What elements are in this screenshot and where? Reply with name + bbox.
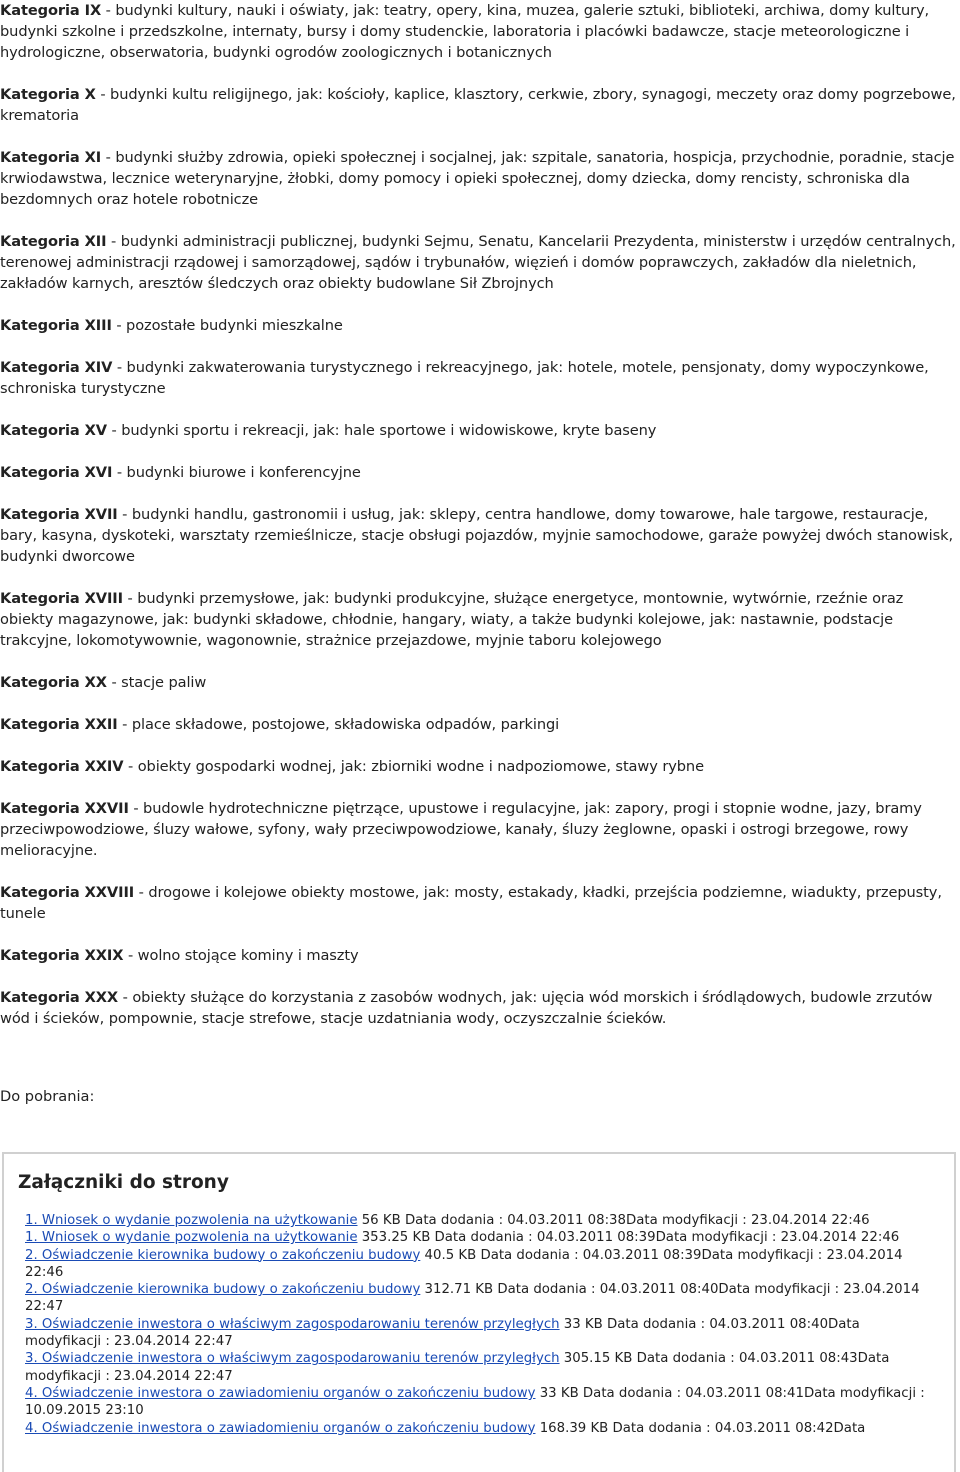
download-label: Do pobrania: [0,1088,95,1105]
category-label: Kategoria XVII [0,506,118,523]
category-xxix [0,945,958,966]
attachment-meta: 40.5 KB Data dodania : 04.03.2011 08:39Data modyfikacji : 23.04.2014 22:46 [25,1247,903,1280]
attachment-meta: 312.71 KB Data dodania : 04.03.2011 08:40Data modyfikacji : 23.04.2014 22:47 [25,1282,920,1315]
category-description: - budynki kultu religijnego, jak: kościoły, kaplice, klasztory, cerkwie, zbory, synagogi, meczety oraz domy pogrzebowe, krematoria [0,86,956,124]
category-xvi [0,462,958,483]
category-description: - budynki handlu, gastronomii i usług, jak: sklepy, centra handlowe, domy towarowe, hale targowe, restauracje, bary, kasyna, dyskoteki, warsztaty rzemieślnicze, stacje obsługi pojazdów, myjnie samochodowe, garaże powyżej dwóch stanowisk, budynki dworcowe [0,506,953,565]
category-description: - budynki administracji publicznej, budynki Sejmu, Senatu, Kancelarii Prezydenta, ministerstw i urzędów centralnych, terenowej administracji rządowej i samorządowej, sądów i trybunałów, więzień i domów poprawczych, zakładów dla nieletnich, zakładów karnych, aresztów śledczych oraz obiekty budowlane Sił Zbrojnych [0,233,956,292]
attachment-meta: 305.15 KB Data dodania : 04.03.2011 08:43Data modyfikacji : 23.04.2014 22:47 [25,1351,890,1384]
category-description: - budynki biurowe i konferencyjne [112,464,361,481]
category-label: Kategoria XII [0,233,107,250]
attachment-item [25,1420,925,1437]
category-description: - wolno stojące kominy i maszty [123,947,359,964]
attachment-meta: 56 KB Data dodania : 04.03.2011 08:38Data modyfikacji : 23.04.2014 22:46 [357,1213,870,1228]
category-xiv [0,357,958,399]
category-xviii [0,588,958,651]
category-xxviii [0,882,958,924]
attachment-item [25,1212,925,1229]
category-label: Kategoria XXIX [0,947,124,964]
category-xxii [0,714,958,735]
category-label: Kategoria XXVII [0,800,129,817]
attachment-meta: 353.25 KB Data dodania : 04.03.2011 08:39Data modyfikacji : 23.04.2014 22:46 [357,1230,900,1246]
category-label: Kategoria X [0,86,96,103]
category-xx [0,672,958,693]
category-xvii [0,504,958,567]
attachment-link[interactable]: 2. Oświadczenie kierownika budowy o zakończeniu budowy [25,1247,421,1263]
category-description: - budynki służby zdrowia, opieki społecznej i socjalnej, jak: szpitale, sanatoria, hospicja, przychodnie, poradnie, stacje krwiodawstwa, lecznice weterynaryjne, żłobki, domy pomocy i opieki społecznej, domy dziecka, domy rencisty, schroniska dla bezdomnych oraz hotele robotnicze [0,149,955,208]
category-xiii [0,315,958,336]
category-ix [0,0,958,63]
category-xxvii [0,798,958,861]
category-label: Kategoria XXVIII [0,884,135,901]
category-description: - drogowe i kolejowe obiekty mostowe, jak: mosty, estakady, kładki, przejścia podziemne, wiadukty, przepusty, tunele [0,884,942,922]
attachment-item [25,1350,925,1385]
category-description: - budynki zakwaterowania turystycznego i rekreacyjnego, jak: hotele, motele, pensjonaty, domy wypoczynkowe, schroniska turystyczne [0,359,929,397]
attachment-link[interactable]: 1. Wniosek o wydanie pozwolenia na użytkowanie [25,1213,358,1228]
category-description: - budynki przemysłowe, jak: budynki produkcyjne, służące energetyce, montownie, wytwórnie, rzeźnie oraz obiekty magazynowe, jak: budynki składowe, chłodnie, hangary, wiaty, a także budynki kolejowe, jak: nastawnie, podstacje trakcyjne, lokomotywownie, wagonownie, strażnice przejazdowe, myjnie taboru kolejowego [0,590,904,649]
category-description: - budynki sportu i rekreacji, jak: hale sportowe i widowiskowe, kryte baseny [106,422,657,439]
attachments-list [25,1212,925,1437]
attachment-item [25,1281,925,1316]
attachment-item [25,1316,925,1351]
attachment-meta: 168.39 KB Data dodania : 04.03.2011 08:42Data [535,1420,866,1436]
category-description: - stacje paliw [106,674,207,691]
category-label: Kategoria XI [0,149,102,166]
category-xv [0,420,958,441]
category-xxx [0,987,958,1029]
attachment-meta: 33 KB Data dodania : 04.03.2011 08:41Data modyfikacji : 10.09.2015 23:10 [25,1385,925,1419]
category-xxiv [0,756,958,777]
attachment-item [25,1247,925,1282]
attachment-link[interactable]: 2. Oświadczenie kierownika budowy o zakończeniu budowy [25,1282,421,1298]
category-description: - obiekty służące do korzystania z zasobów wodnych, jak: ujęcia wód morskich i śródlądowych, budowle zrzutów wód i ścieków, pompownie, stacje strefowe, stacje uzdatniania wody, oczyszczalnie ścieków. [0,989,933,1027]
category-description: - budynki kultury, nauki i oświaty, jak: teatry, opery, kina, muzea, galerie sztuki, biblioteki, archiwa, domy kultury, budynki szkolne i przedszkolne, internaty, bursy i domy studenckie, laboratoria i placówki badawcze, stacje meteorologiczne i hydrologiczne, obserwatoria, budynki ogrodów zoologicznych i botanicznych [0,2,930,61]
attachment-link[interactable]: 1. Wniosek o wydanie pozwolenia na użytkowanie [25,1230,358,1246]
category-description: - budowle hydrotechniczne piętrzące, upustowe i regulacyjne, jak: zapory, progi i stopnie wodne, jazy, bramy przeciwpowodziowe, śluzy wałowe, syfony, wały przeciwpowodziowe, kanały, śluzy żeglowne, opaski i ostrogi brzegowe, rowy melioracyjne. [0,800,922,859]
category-label: Kategoria XIV [0,359,113,376]
attachments-title: Załączniki do strony [18,1172,229,1193]
attachment-item [25,1385,925,1420]
category-label: Kategoria XVI [0,464,113,481]
category-label: Kategoria XXII [0,716,118,733]
category-description: - place składowe, postojowe, składowiska odpadów, parkingi [117,716,560,733]
category-label: Kategoria XX [0,674,107,691]
category-label: Kategoria XXIV [0,758,124,775]
attachment-link[interactable]: 3. Oświadczenie inwestora o właściwym zagospodarowaniu terenów przyległych [25,1351,560,1367]
category-label: Kategoria XVIII [0,590,123,607]
attachment-link[interactable]: 4. Oświadczenie inwestora o zawiadomieniu organów o zakończeniu budowy [25,1420,536,1436]
category-label: Kategoria XV [0,422,107,439]
category-label: Kategoria IX [0,2,102,19]
category-description: - obiekty gospodarki wodnej, jak: zbiorniki wodne i nadpoziomowe, stawy rybne [123,758,704,775]
attachment-link[interactable]: 4. Oświadczenie inwestora o zawiadomieniu organów o zakończeniu budowy [25,1385,536,1401]
attachment-meta: 33 KB Data dodania : 04.03.2011 08:40Data modyfikacji : 23.04.2014 22:47 [25,1316,860,1350]
attachment-link[interactable]: 3. Oświadczenie inwestora o właściwym zagospodarowaniu terenów przyległych [25,1316,560,1332]
category-label: Kategoria XIII [0,317,112,334]
category-xii [0,231,958,294]
attachments-panel [2,1152,956,1472]
category-xi [0,147,958,210]
attachment-item [25,1229,925,1246]
category-label: Kategoria XXX [0,989,119,1006]
category-description: - pozostałe budynki mieszkalne [111,317,343,334]
category-x [0,84,958,126]
